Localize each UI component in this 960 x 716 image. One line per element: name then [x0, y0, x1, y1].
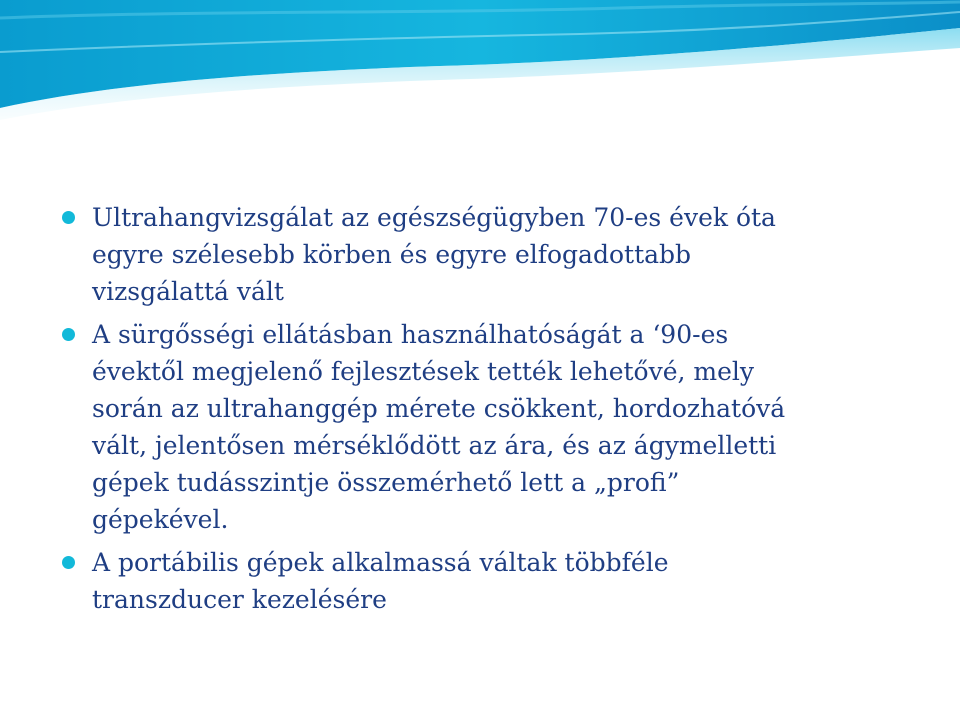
header-wave-decoration — [0, 0, 960, 130]
bullet-line: transzducer kezelésére — [92, 585, 387, 614]
bullet-line: vált, jelentősen mérséklődött az ára, és az ágymelletti — [92, 431, 777, 460]
bullet-item-portable-devices — [62, 544, 922, 618]
bullet-line: Ultrahangvizsgálat az egészségügyben 70-es évek óta — [92, 203, 776, 232]
bullet-line: évektől megjelenő fejlesztések tették lehetővé, mely — [92, 357, 755, 386]
bullet-line: gépekével. — [92, 505, 229, 534]
bullet-dot-icon — [62, 211, 75, 224]
bullet-line: A portábilis gépek alkalmassá váltak többféle — [92, 548, 669, 577]
bullet-line: során az ultrahanggép mérete csökkent, hordozhatóvá — [92, 394, 786, 423]
bullet-line: vizsgálattá vált — [92, 277, 284, 306]
bullet-dot-icon — [62, 556, 75, 569]
slide-content — [62, 199, 922, 624]
bullet-item-emergency-care — [62, 316, 922, 538]
bullet-item-ultrasound-history — [62, 199, 922, 310]
bullet-dot-icon — [62, 328, 75, 341]
bullet-line: egyre szélesebb körben és egyre elfogadottabb — [92, 240, 692, 269]
bullet-list — [62, 199, 922, 618]
bullet-line: gépek tudásszintje összemérhető lett a „profi” — [92, 468, 680, 497]
bullet-line: A sürgősségi ellátásban használhatóságát a ‘90-es — [92, 320, 729, 349]
